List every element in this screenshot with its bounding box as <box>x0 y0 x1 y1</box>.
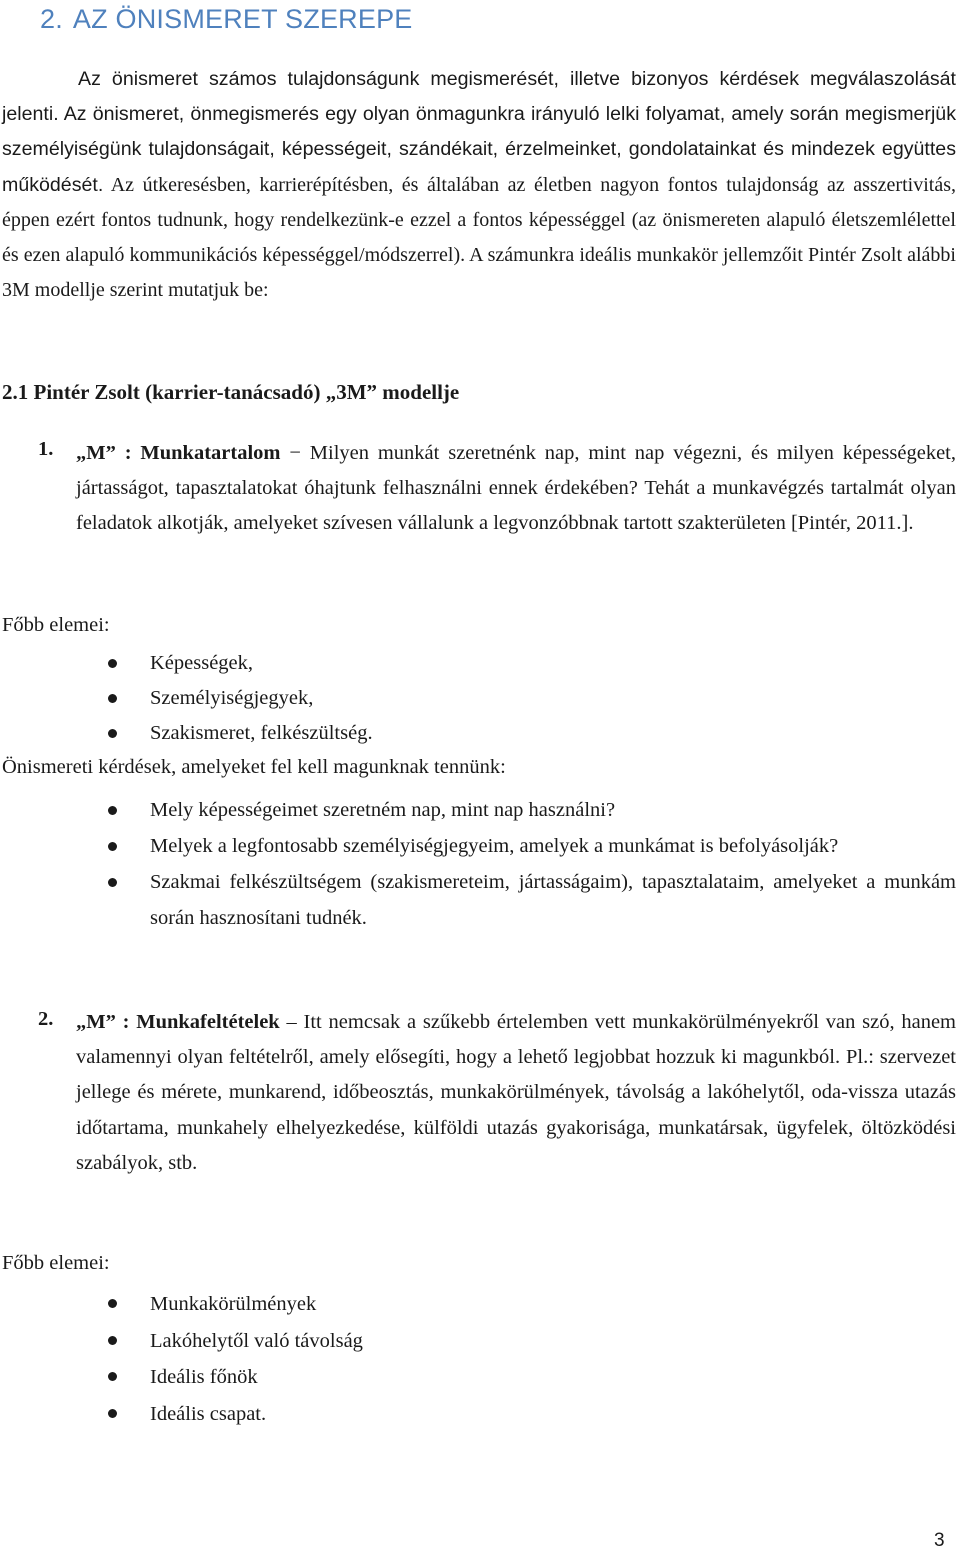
item-separator: – <box>279 1011 304 1033</box>
intro-text-part1: Az önismeret számos tulajdonságunk megismerését, illetve bizonyos kérdések megválaszolását jelenti. Az önismeret, önmegismerés egy olyan önmagunkra irányuló lelki folyamat, amely során megismerjük személyiségünk tulajdonságait, képességeit, szándékait, érzelmeinket, gondolatainkat és mindezek együttes működését. <box>2 68 956 196</box>
item-text: Milyen munkát szeretnénk nap, mint nap végezni, és milyen képességeket, jártasságot, tapasztalatokat óhajtunk felhasználni ennek érdekében? Tehát a munkavégzés tartalmát olyan feladatok alkotják, amelyeket szívesen vállalunk a legvonzóbbnak tartott szakterületen [Pintér, 2011.]. <box>76 442 956 535</box>
elements-label: Főbb elemei: <box>2 1252 110 1274</box>
bullet-icon <box>108 1299 117 1308</box>
item-paragraph <box>76 436 956 542</box>
item-paragraph <box>76 1005 956 1181</box>
section-title: AZ ÖNISMERET SZEREPE <box>72 4 413 34</box>
intro-text-part2: Az útkeresésben, karrierépítésben, és általában az életben nagyon fontos tulajdonság az asszertivitás, éppen ezért fontos tudnunk, hogy rendelkezünk-e ezzel a fontos képességgel (az önismereten alapuló életszemlélettel és ezen alapuló kommunikációs képességgel/módszerrel). <box>2 173 956 267</box>
section-heading <box>40 4 412 35</box>
list-item: Szakismeret, felkészültség. <box>108 716 956 751</box>
list-item: Melyek a legfontosabb személyiségjegyeim, amelyek a munkámat is befolyásolják? <box>108 829 956 864</box>
list-item: Munkakörülmények <box>108 1286 956 1323</box>
section-number: 2. <box>40 4 63 34</box>
item-separator: − <box>280 442 310 464</box>
bullet-icon <box>108 1409 117 1418</box>
bullet-icon <box>108 842 117 851</box>
page-number: 3 <box>934 1530 945 1551</box>
elements-list <box>108 646 956 752</box>
list-item: Személyiségjegyek, <box>108 681 956 716</box>
elements-label: Főbb elemei: <box>2 614 110 636</box>
bullet-icon <box>108 806 117 815</box>
elements-list <box>108 1286 956 1432</box>
list-item: Képességek, <box>108 646 956 681</box>
subsection-heading: 2.1 Pintér Zsolt (karrier-tanácsadó) „3M” modellje <box>2 380 460 404</box>
item-title: „M” : Munkafeltételek <box>76 1011 280 1033</box>
item-number: 2. <box>38 1008 54 1030</box>
bullet-icon <box>108 1336 117 1345</box>
item-title: „M” : Munkatartalom <box>76 442 281 464</box>
list-item: Lakóhelytől való távolság <box>108 1323 956 1360</box>
bullet-icon <box>108 1372 117 1381</box>
intro-text-part3: A számunkra ideális munkakör jellemzőit Pintér Zsolt alábbi 3M modellje szerint mutatjuk be: <box>2 244 956 302</box>
bullet-icon <box>108 878 117 887</box>
bullet-icon <box>108 729 117 738</box>
item-text: Itt nemcsak a szűkebb értelemben vett munkakörülményekről van szó, hanem valamennyi olyan feltételről, amely elősegíti, hogy a lehető legjobbat hozzuk ki magunkból. Pl.: szervezet jellege és mérete, munkarend, időbeosztás, munkakörülmények, távolság a lakóhelytől, oda-vissza utazás időtartama, munkahely elhelyezkedése, külföldi utazás gyakorisága, munkatársak, ügyfelek, öltözködési szabályok, stb. <box>76 1011 956 1174</box>
item-number: 1. <box>38 438 54 460</box>
questions-label: Önismereti kérdések, amelyeket fel kell magunknak tennünk: <box>2 756 506 778</box>
bullet-icon <box>108 694 117 703</box>
bullet-icon <box>108 659 117 668</box>
list-item: Ideális főnök <box>108 1359 956 1396</box>
intro-paragraph <box>2 62 956 308</box>
list-item: Szakmai felkészültségem (szakismereteim, jártasságaim), tapasztalataim, amelyeket a munkám során hasznosítani tudnék. <box>108 865 956 935</box>
questions-list <box>108 793 956 936</box>
list-item: Ideális csapat. <box>108 1396 956 1433</box>
list-item: Mely képességeimet szeretném nap, mint nap használni? <box>108 793 956 828</box>
